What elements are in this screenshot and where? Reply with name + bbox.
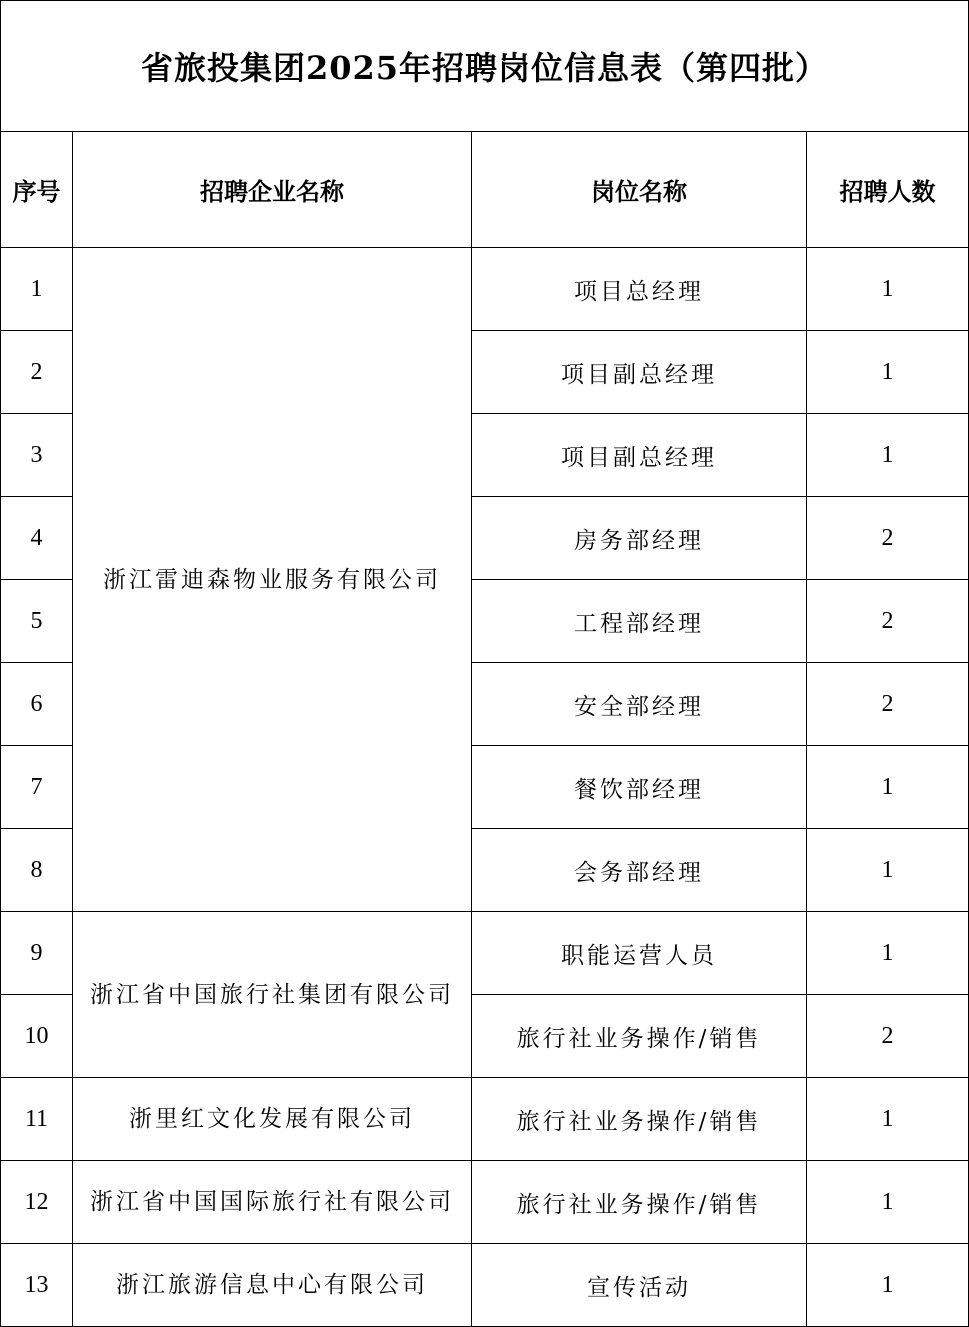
row-count: 1 bbox=[807, 248, 969, 331]
row-position: 职能运营人员 bbox=[472, 912, 807, 995]
header-count: 招聘人数 bbox=[807, 132, 969, 248]
row-count: 1 bbox=[807, 746, 969, 829]
row-count: 2 bbox=[807, 995, 969, 1078]
row-seq: 12 bbox=[1, 1161, 73, 1244]
row-seq: 5 bbox=[1, 580, 73, 663]
row-position: 宣传活动 bbox=[472, 1244, 807, 1327]
row-position: 旅行社业务操作/销售 bbox=[472, 1161, 807, 1244]
row-seq: 10 bbox=[1, 995, 73, 1078]
header-position: 岗位名称 bbox=[472, 132, 807, 248]
table-row bbox=[1, 248, 969, 331]
table-row bbox=[1, 1078, 969, 1161]
row-position: 工程部经理 bbox=[472, 580, 807, 663]
row-seq: 6 bbox=[1, 663, 73, 746]
company-name: 浙江旅游信息中心有限公司 bbox=[73, 1244, 472, 1327]
header-company: 招聘企业名称 bbox=[73, 132, 472, 248]
header-row bbox=[1, 132, 969, 248]
row-count: 1 bbox=[807, 829, 969, 912]
row-position: 项目副总经理 bbox=[472, 331, 807, 414]
row-position: 项目总经理 bbox=[472, 248, 807, 331]
company-name: 浙江省中国国际旅行社有限公司 bbox=[73, 1161, 472, 1244]
row-seq: 3 bbox=[1, 414, 73, 497]
row-count: 2 bbox=[807, 580, 969, 663]
row-seq: 1 bbox=[1, 248, 73, 331]
row-position: 旅行社业务操作/销售 bbox=[472, 1078, 807, 1161]
title-row bbox=[1, 1, 969, 132]
table-row bbox=[1, 1161, 969, 1244]
row-seq: 13 bbox=[1, 1244, 73, 1327]
row-count: 1 bbox=[807, 414, 969, 497]
row-seq: 8 bbox=[1, 829, 73, 912]
company-name: 浙江省中国旅行社集团有限公司 bbox=[73, 912, 472, 1078]
row-count: 1 bbox=[807, 1078, 969, 1161]
row-count: 1 bbox=[807, 1244, 969, 1327]
row-count: 1 bbox=[807, 912, 969, 995]
row-seq: 7 bbox=[1, 746, 73, 829]
row-count: 2 bbox=[807, 497, 969, 580]
table-title: 省旅投集团2025年招聘岗位信息表（第四批） bbox=[1, 1, 969, 132]
row-count: 2 bbox=[807, 663, 969, 746]
row-count: 1 bbox=[807, 331, 969, 414]
company-name: 浙江雷迪森物业服务有限公司 bbox=[73, 248, 472, 912]
row-seq: 9 bbox=[1, 912, 73, 995]
row-position: 旅行社业务操作/销售 bbox=[472, 995, 807, 1078]
row-position: 会务部经理 bbox=[472, 829, 807, 912]
row-position: 餐饮部经理 bbox=[472, 746, 807, 829]
row-count: 1 bbox=[807, 1161, 969, 1244]
company-name: 浙里红文化发展有限公司 bbox=[73, 1078, 472, 1161]
row-seq: 2 bbox=[1, 331, 73, 414]
row-position: 安全部经理 bbox=[472, 663, 807, 746]
table-row bbox=[1, 1244, 969, 1327]
table-row bbox=[1, 912, 969, 995]
row-position: 项目副总经理 bbox=[472, 414, 807, 497]
row-seq: 4 bbox=[1, 497, 73, 580]
header-seq: 序号 bbox=[1, 132, 73, 248]
row-seq: 11 bbox=[1, 1078, 73, 1161]
row-position: 房务部经理 bbox=[472, 497, 807, 580]
